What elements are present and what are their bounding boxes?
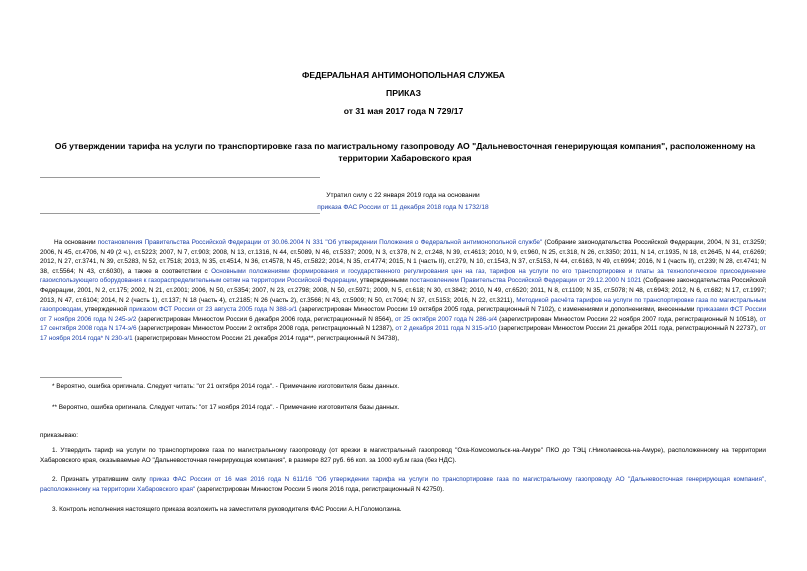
- doc-date-number: от 31 мая 2017 года N 729/17: [343, 106, 464, 116]
- order-word: приказываю:: [40, 432, 78, 439]
- preamble-text-2: (Собрание законодательства Российской Федерации, 2004, N 31, ст.3259; 2006, N 45, ст.4706, N 49 (2 ч.), ст.5223; 2007, N 7, ст.903; 2008, N 13, ст.1316, N 44, ст.5089, N 46, ст.5337; 2009, N 3, ст.378, N 2, ст.248, N 39, ст.4613; 2010, N 9, ст.960, N 25, ст.318, N 26, ст.3350; 2011, N 14, ст.1935, N 18, ст.2645, N 44, ст.6269; 2012, N 27, ст.3741, N 39, ст.5283, N 52, ст.7518; 2013, N 35, ст.4514, N 36, ст.4578, N 45, ст.5822; 2014, N 35, ст.4774; 2015, N 1 (часть II), ст.279, N 10, ст.1543, N 37, ст.5153, N 44, ст.6163, N 49, ст.6994; 2016, N 1 (часть II), ст.239; N 28, ст.4741; N 38, ст.5564; N 43, ст.6030), а также в соответствии с: [40, 239, 766, 275]
- footnote-divider: [40, 377, 122, 378]
- preamble-text-3: , утвержденными: [356, 277, 410, 285]
- item-2-text-1: 2. Признать утратившим силу: [52, 476, 150, 483]
- link-gov-resolution-1021[interactable]: постановлением Правительства Российской Федерации от 29.12.2000 N 1021: [409, 277, 642, 285]
- status-block: [40, 190, 766, 214]
- doc-title: Об утверждении тарифа на услуги по транспортировке газа по магистральному газопроводу АО "Дальневосточная генерирующая компания", расположенному на территории Хабаровского края: [54, 141, 756, 163]
- item-2-text-2: (зарегистрирован Минюстом России 5 июля 2016 года, регистрационный N 42750).: [195, 485, 445, 493]
- preamble-text-6: (зарегистрирован Минюстом России 19 октября 2005 года, регистрационный N 7102), с изменениями и дополнениями, внесенными: [297, 306, 697, 314]
- preamble-text-10: (зарегистрирован Минюстом России 21 декабря 2011 года, регистрационный N 22737),: [496, 325, 760, 333]
- preamble-text-8: (зарегистрирован Минюстом России 22 ноября 2007 года, регистрационный N 10518),: [497, 315, 760, 323]
- preamble-text-1: На основании: [54, 239, 98, 246]
- link-fst-order-388[interactable]: приказом ФСТ России от 23 августа 2005 года N 388-э/1: [129, 306, 298, 314]
- link-basic-provisions[interactable]: Основными положениями формирования и государственного регулирования цен на газ, тарифов на услуги по его транспортировке и платы за технологическое присоединение газоиспользующего оборудования к газораспределительным сетям на территории Российской Федерации: [40, 267, 766, 285]
- link-fst-order-315[interactable]: от 2 декабря 2011 года N 315-э/10: [395, 325, 497, 333]
- link-fst-order-286[interactable]: от 25 октября 2007 года N 286-э/4: [394, 315, 498, 323]
- link-fas-order-611[interactable]: приказ ФАС России от 16 мая 2016 года N 611/16 "Об утверждении тарифа на услуги по транспортировке газа по магистральному газопроводу АО "Дальневосточная генерирующая компания", расположенному на территории Хабаровского края": [40, 476, 766, 493]
- divider-bottom: [40, 213, 320, 214]
- preamble-text-7: (зарегистрирован Минюстом России 6 декабря 2006 года, регистрационный N 8564),: [136, 315, 395, 323]
- divider-top: [40, 177, 320, 178]
- preamble-text-4: (Собрание законодательства Российской Федерации, 2001, N 2, ст.175; 2002, N 21, ст.2001; 2006, N 50, ст.5354; 2007, N 23, ст.2798; 2008, N 50, ст.5971; 2009, N 5, ст.618; N 30, ст.3842; 2010, N 49, ст.6520; 2011, N 8, ст.1109; N 35, ст.5078; N 48, ст.6943; 2012, N 6, ст.682; N 17, ст.1997; 2013, N 47, ст.6104; 2014, N 2 (часть 1), ст.137; N 18 (часть 4), ст.2185; N 26 (часть 2), ст.3566; N 43, ст.5909; N 50, ст.7094; N 37, ст.5153; 2016, N 22, ст.3211),: [40, 277, 766, 304]
- status-link[interactable]: приказа ФАС России от 11 декабря 2018 года N 1732/18: [317, 204, 489, 211]
- status-text: Утратил силу с 22 января 2019 года на основании: [326, 192, 480, 199]
- footnote-1: * Вероятно, ошибка оригинала. Следует читать: "от 21 октября 2014 года". - Примечание изготовителя базы данных.: [52, 383, 400, 390]
- link-fst-order-230[interactable]: от 17 ноября 2014 года* N 230-э/1: [40, 325, 767, 342]
- preamble-text-5: , утвержденной: [81, 306, 130, 314]
- preamble-text-9: (зарегистрирован Минюстом России 2 октября 2008 года, регистрационный N 12387),: [136, 325, 396, 333]
- link-fst-order-245[interactable]: приказами ФСТ России от 7 ноября 2006 года N 245-э/2: [40, 306, 767, 323]
- link-gov-resolution-331[interactable]: постановления Правительства Российской Федерации от 30.06.2004 N 331 "Об утверждении Положения о Федеральной антимонопольной службе": [97, 239, 543, 246]
- order-item-1: 1. Утвердить тариф на услуги по транспортировке газа по магистральному газопроводу (от врезки в магистральный газопровод "Оха-Комсомольск-на-Амуре" ПКО до ТЭЦ г.Николаевска-на-Амуре), расположенному на территории Хабаровского края, оказываемые АО "Дальневосточная генерирующая компания", в размере 827 руб. 66 коп. за 1000 куб.м газа (без НДС).: [40, 447, 766, 464]
- link-methodology[interactable]: Методикой расчёта тарифов на услуги по транспортировке газа по магистральным газопроводам: [40, 296, 766, 314]
- order-item-3: 3. Контроль исполнения настоящего приказа возложить на заместителя руководителя ФАС России А.Н.Голомолзина.: [52, 506, 402, 513]
- preamble-text-11: (зарегистрирован Минюстом России 21 декабря 2014 года**, регистрационный N 34738),: [132, 334, 400, 342]
- order-item-2: [40, 475, 766, 494]
- preamble-paragraph: [40, 238, 766, 344]
- agency-name: ФЕДЕРАЛЬНАЯ АНТИМОНОПОЛЬНАЯ СЛУЖБА: [302, 70, 505, 80]
- link-fst-order-174[interactable]: от 17 сентября 2008 года N 174-э/6: [40, 315, 766, 333]
- doc-type: ПРИКАЗ: [386, 88, 421, 98]
- footnote-2: ** Вероятно, ошибка оригинала. Следует читать: "от 17 ноября 2014 года". - Примечание изготовителя базы данных.: [52, 404, 400, 411]
